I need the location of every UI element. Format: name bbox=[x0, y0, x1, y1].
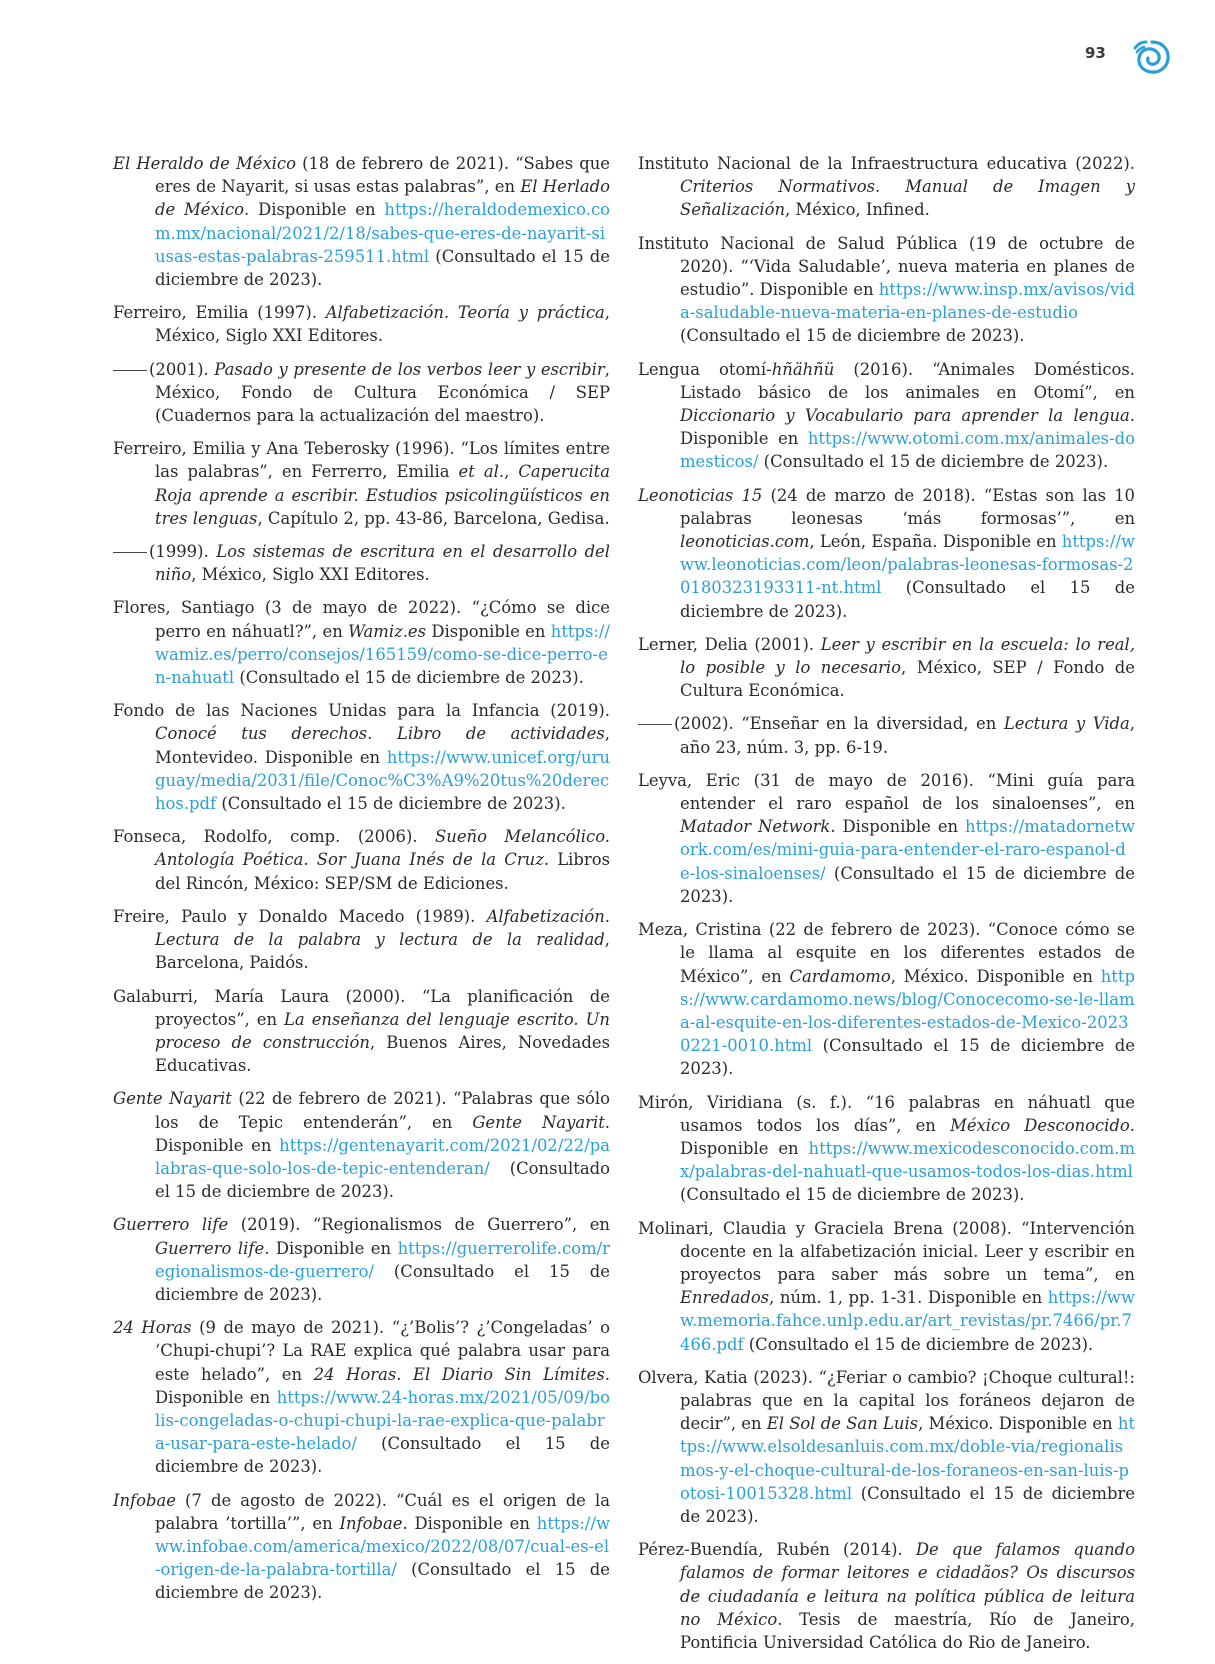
reference-text: , México. Disponible en bbox=[890, 966, 1101, 986]
reference-text: Fonseca, Rodolfo, comp. (2006). bbox=[113, 827, 436, 847]
reference-title: Conocé tus derechos. Libro de actividades bbox=[155, 724, 605, 744]
repeat-author-dash bbox=[113, 552, 147, 553]
reference-url-link[interactable]: https://guerrerolife.com/regionalismos-de-guerrero/ bbox=[155, 1238, 610, 1281]
reference-title: Criterios Normativos. Manual de Imagen y Señalización bbox=[680, 177, 1135, 220]
reference-title: Gente Nayarit bbox=[472, 1112, 605, 1132]
reference-text: (Consultado el 15 de diciembre de 2023). bbox=[155, 1560, 610, 1603]
reference-url-link[interactable]: https://www.insp.mx/avisos/vida-saludable-nueva-materia-en-planes-de-estudio bbox=[680, 280, 1135, 323]
reference-title: Diccionario y Vocabulario para aprender la lengua bbox=[680, 406, 1130, 426]
reference-text: (2019). “Regionalismos de Guerrero”, en bbox=[228, 1215, 610, 1235]
reference-entry bbox=[113, 1489, 610, 1605]
reference-text: (Consultado el 15 de diciembre de 2023). bbox=[234, 668, 584, 688]
reference-url-link[interactable]: https://www.infobae.com/america/mexico/2022/08/07/cual-es-el-origen-de-la-palabra-tortilla/ bbox=[155, 1513, 610, 1580]
reference-title: Infobae bbox=[113, 1490, 176, 1510]
reference-entry bbox=[638, 1217, 1135, 1356]
reference-text: . Disponible en bbox=[680, 1115, 1136, 1158]
reference-text: , León, España. Disponible en bbox=[809, 532, 1062, 552]
reference-entry bbox=[113, 1316, 610, 1478]
reference-text: Olvera, Katia (2023). “¿Feriar o cambio? ¡Choque cultural!: palabras que en la capital los foráneos dejaron de decir”, en bbox=[638, 1367, 1135, 1434]
reference-text: (18 de febrero de 2021). “Sabes que eres de Nayarit, si usas estas palabras”, en bbox=[155, 154, 611, 197]
reference-title: et al. bbox=[458, 462, 505, 482]
reference-entry bbox=[638, 484, 1135, 623]
reference-text: Molinari, Claudia y Graciela Brena (2008). “Intervención docente en la alfabetización inicial. Leer y escribir en proyectos para saber más sobre un tema”, en bbox=[638, 1218, 1135, 1284]
reference-title: Alfabetización. Lectura de la palabra y lectura de la realidad bbox=[155, 906, 610, 950]
reference-entry bbox=[113, 699, 610, 815]
reference-title: Cardamomo bbox=[789, 966, 891, 986]
reference-entry bbox=[113, 985, 610, 1078]
reference-title: Alfabetización. Teoría y práctica bbox=[325, 303, 605, 323]
reference-url-link[interactable]: https://heraldodemexico.com.mx/nacional/2021/2/18/sabes-que-eres-de-nayarit-siusas-estas-palabras-259511.html bbox=[155, 200, 610, 266]
reference-text: Ferreiro, Emilia y Ana Teberosky (1996). “Los límites entre las palabras”, en Ferrerro, Emilia bbox=[113, 439, 610, 482]
reference-text: , bbox=[504, 462, 519, 482]
reference-entry bbox=[638, 769, 1135, 908]
reference-text: . Tesis de maestría, Río de Janeiro, Pontificia Universidad Católica do Rio de Janeiro. bbox=[680, 1609, 1136, 1652]
reference-text: . Disponible en bbox=[155, 1112, 610, 1155]
reference-text: . Disponible en bbox=[264, 1238, 398, 1258]
reference-text: (Consultado el 15 de diciembre de 2023). bbox=[680, 1483, 1135, 1526]
reference-title: La enseñanza del lenguaje escrito. Un proceso de construcción bbox=[155, 1009, 610, 1052]
reference-url-link[interactable]: https://www.cardamomo.news/blog/Conocecomo-se-le-llama-al-esquite-en-los-diferentes-estados-de-Mexico-20230221-0010.html bbox=[680, 966, 1135, 1056]
reference-text: (2002). “Enseñar en la diversidad, en bbox=[674, 714, 1004, 734]
reference-text: (Consultado el 15 de diciembre de 2023). bbox=[758, 452, 1109, 472]
reference-text: , México, Siglo XXI Editores. bbox=[155, 303, 610, 346]
reference-title: El Sol de San Luis bbox=[766, 1414, 919, 1434]
reference-text: , México. Disponible en bbox=[918, 1414, 1118, 1434]
reference-entry bbox=[113, 596, 610, 689]
reference-entry bbox=[638, 712, 1135, 758]
reference-url-link[interactable]: https://www.unicef.org/uruguay/media/2031/file/Conoc%C3%A9%20tus%20derechos.pdf bbox=[155, 747, 610, 814]
reference-entry bbox=[638, 232, 1135, 348]
reference-text: Galaburri, María Laura (2000). “La planificación de proyectos”, en bbox=[113, 986, 610, 1029]
reference-text: (Consultado el 15 de diciembre de 2023). bbox=[680, 863, 1135, 906]
reference-entry bbox=[638, 633, 1135, 703]
reference-entry bbox=[113, 905, 610, 975]
reference-url-link[interactable]: https://www.mexicodesconocido.com.mx/palabras-del-nahuatl-que-usamos-todos-los-dias.html bbox=[680, 1138, 1135, 1182]
reference-text: . Disponible en bbox=[244, 200, 385, 220]
reference-entry bbox=[638, 1538, 1135, 1654]
reference-text: Leyva, Eric (31 de mayo de 2016). “Mini guía para entender el raro español de los sinaloenses”, en bbox=[638, 770, 1135, 814]
reference-entry bbox=[113, 1087, 610, 1203]
reference-entry bbox=[113, 1213, 610, 1306]
reference-url-link[interactable]: https://www.leonoticias.com/leon/palabras-leonesas-formosas-20180323193311-nt.html bbox=[680, 532, 1136, 598]
reference-text: . Disponible en bbox=[402, 1513, 537, 1533]
reference-text: . Libros del Rincón, México: SEP/SM de Ediciones. bbox=[155, 850, 611, 893]
reference-entry bbox=[113, 825, 610, 895]
references-right-column bbox=[638, 152, 1135, 1664]
reference-title: 24 Horas bbox=[113, 1318, 192, 1338]
reference-entry bbox=[638, 918, 1135, 1080]
reference-text: Meza, Cristina (22 de febrero de 2023). “Conoce cómo se le llama al esquite en los diferentes estados de México”, en bbox=[638, 920, 1135, 986]
reference-text: Lerner, Delia (2001). bbox=[638, 634, 821, 654]
reference-entry bbox=[113, 301, 610, 347]
reference-text: , Montevideo. Disponible en bbox=[155, 724, 610, 767]
reference-url-link[interactable]: https://matadornetwork.com/es/mini-guia-para-entender-el-raro-espanol-de-los-sinaloenses/ bbox=[680, 817, 1135, 883]
repeat-author-dash bbox=[638, 724, 672, 725]
reference-text: , Buenos Aires, Novedades Educativas. bbox=[155, 1032, 610, 1076]
reference-text: Flores, Santiago (3 de mayo de 2022). “¿Cómo se dice perro en náhuatl?”, en bbox=[113, 598, 610, 641]
reference-text: , México, Siglo XXI Editores. bbox=[191, 565, 430, 585]
reference-title: hñähñü bbox=[771, 359, 835, 379]
reference-entry bbox=[638, 1366, 1135, 1528]
reference-text: Fondo de las Naciones Unidas para la Infancia (2019). bbox=[113, 701, 610, 721]
reference-text: Ferreiro, Emilia (1997). bbox=[113, 303, 326, 323]
reference-title: Infobae bbox=[339, 1513, 403, 1533]
reference-title: Wamiz.es bbox=[348, 621, 427, 641]
reference-text: (Consultado el 15 de diciembre de 2023). bbox=[155, 1261, 610, 1304]
reference-title: leonoticias.com bbox=[680, 532, 810, 552]
reference-text: , México, SEP / Fondo de Cultura Económica. bbox=[680, 658, 1135, 701]
reference-text: (Consultado el 15 de diciembre de 2023). bbox=[216, 794, 566, 814]
reference-text: , núm. 1, pp. 1-31. Disponible en bbox=[769, 1288, 1048, 1308]
reference-text: (Consultado el 15 de diciembre de 2023). bbox=[155, 246, 610, 290]
reference-url-link[interactable]: https://www.otomi.com.mx/animales-domesticos/ bbox=[680, 429, 1135, 472]
reference-title: Sueño Melancólico. Antología Poética. Sor Juana Inés de la Cruz bbox=[155, 827, 610, 870]
reference-url-link[interactable]: https://wamiz.es/perro/consejos/165159/como-se-dice-perro-en-nahuatl bbox=[155, 621, 610, 688]
reference-title: Pasado y presente de los verbos leer y escribir bbox=[214, 359, 605, 379]
page-number: 93 bbox=[1085, 44, 1106, 62]
reference-title: Leer y escribir en la escuela: lo real, lo posible y lo necesario bbox=[680, 634, 1135, 678]
reference-entry bbox=[113, 358, 610, 428]
reference-entry bbox=[638, 152, 1135, 222]
reference-text: Instituto Nacional de la Infraestructura educativa (2022). bbox=[638, 154, 1135, 173]
reference-title: Matador Network bbox=[680, 817, 831, 837]
reference-title: 24 Horas. El Diario Sin Límites bbox=[313, 1364, 605, 1384]
reference-text: Disponible en bbox=[426, 621, 551, 641]
reference-text: , México, Infined. bbox=[785, 200, 930, 220]
reference-url-link[interactable]: https://gentenayarit.com/2021/02/22/palabras-que-solo-los-de-tepic-entenderan/ bbox=[155, 1135, 610, 1178]
reference-url-link[interactable]: https://www.elsoldesanluis.com.mx/doble-via/regionalismos-y-el-choque-cultural-de-los-foraneos-en-san-luis-potosi-10015328.html bbox=[680, 1414, 1135, 1503]
reference-title: Gente Nayarit bbox=[113, 1089, 232, 1109]
reference-entry bbox=[113, 540, 610, 586]
reference-title: El Heraldo de México bbox=[113, 154, 296, 173]
reference-title: Guerrero life bbox=[155, 1238, 265, 1258]
swirl-logo-icon bbox=[1132, 38, 1172, 76]
reference-title: Caperucita Roja aprende a escribir. Estudios psicolingüísticos en tres lenguas bbox=[155, 462, 610, 528]
reference-text: (Consultado el 15 de diciembre de 2023). bbox=[743, 1334, 1094, 1354]
reference-text: . Disponible en bbox=[830, 817, 966, 837]
reference-text: (Consultado el 15 de diciembre de 2023). bbox=[680, 326, 1025, 346]
reference-entry bbox=[113, 437, 610, 530]
reference-title: México Desconocido bbox=[950, 1115, 1130, 1135]
reference-text: , México, Fondo de Cultura Económica / SEP (Cuadernos para la actualización del maestro). bbox=[155, 359, 610, 426]
reference-text: Freire, Paulo y Donaldo Macedo (1989). bbox=[113, 906, 487, 926]
reference-text: (Consultado el 15 de diciembre de 2023). bbox=[680, 1036, 1135, 1079]
reference-title: De que falamos quando falamos de formar leitores e cidadãos? Os discursos de ciudadanía e leitura na política pública de leitura no México bbox=[680, 1540, 1135, 1629]
reference-text: (2016). “Animales Domésticos. Listado básico de los animales en Otomí”, en bbox=[680, 359, 1135, 402]
reference-entry bbox=[638, 1091, 1135, 1207]
reference-url-link[interactable]: https://www.24-horas.mx/2021/05/09/bolis-congeladas-o-chupi-chupi-la-rae-explica-que-palabra-usar-para-este-helado/ bbox=[155, 1387, 610, 1454]
reference-text: . Disponible en bbox=[155, 1364, 610, 1407]
reference-text: , año 23, núm. 3, pp. 6-19. bbox=[680, 714, 1136, 757]
repeat-author-dash bbox=[113, 370, 147, 371]
reference-title: Lectura y Vida bbox=[1003, 714, 1130, 734]
reference-entry bbox=[113, 152, 610, 291]
reference-text: (22 de febrero de 2021). “Palabras que sólo los de Tepic entenderán”, en bbox=[155, 1089, 610, 1132]
reference-title: Leonoticias 15 bbox=[638, 485, 763, 505]
reference-title: Los sistemas de escritura en el desarrollo del niño bbox=[155, 542, 610, 585]
reference-text: Pérez-Buendía, Rubén (2014). bbox=[638, 1540, 916, 1560]
reference-text: (7 de agosto de 2022). “Cuál es el origen de la palabra ’tortilla’”, en bbox=[155, 1490, 610, 1533]
reference-text: (9 de mayo de 2021). “¿’Bolis’? ¿’Congeladas’ o ‘Chupi-chupi’? La RAE explica qué palabra usar para este helado”, en bbox=[155, 1318, 611, 1384]
reference-text: Lengua otomí- bbox=[638, 359, 772, 379]
reference-url-link[interactable]: https://www.memoria.fahce.unlp.edu.ar/art_revistas/pr.7466/pr.7466.pdf bbox=[680, 1288, 1135, 1354]
reference-text: , Capítulo 2, pp. 43-86, Barcelona, Gedisa. bbox=[257, 508, 610, 528]
reference-text: (Consultado el 15 de diciembre de 2023). bbox=[680, 1185, 1025, 1205]
reference-text: Mirón, Viridiana (s. f.). “16 palabras en náhuatl que usamos todos los días”, en bbox=[638, 1092, 1135, 1135]
reference-text: (1999). bbox=[149, 542, 217, 562]
reference-text: Instituto Nacional de Salud Pública (19 de octubre de 2020). “‘Vida Saludable’, nueva materia en planes de estudio”. Disponible en bbox=[638, 233, 1135, 300]
reference-text: . Disponible en bbox=[680, 406, 1135, 449]
reference-title: Enredados bbox=[680, 1288, 770, 1308]
reference-text: (24 de marzo de 2018). “Estas son las 10 palabras leonesas ‘más formosas’”, en bbox=[680, 485, 1135, 528]
references-left-column bbox=[113, 152, 610, 1615]
reference-entry bbox=[638, 358, 1135, 474]
reference-text: (2001). bbox=[149, 359, 215, 379]
reference-text: (Consultado el 15 de diciembre de 2023). bbox=[155, 1158, 610, 1202]
reference-title: El Herlado de México bbox=[155, 177, 610, 220]
reference-text: (Consultado el 15 de diciembre de 2023). bbox=[155, 1434, 610, 1477]
reference-text: (Consultado el 15 de diciembre de 2023). bbox=[680, 578, 1135, 621]
reference-title: Guerrero life bbox=[113, 1215, 229, 1235]
reference-text: , Barcelona, Paidós. bbox=[155, 930, 610, 973]
